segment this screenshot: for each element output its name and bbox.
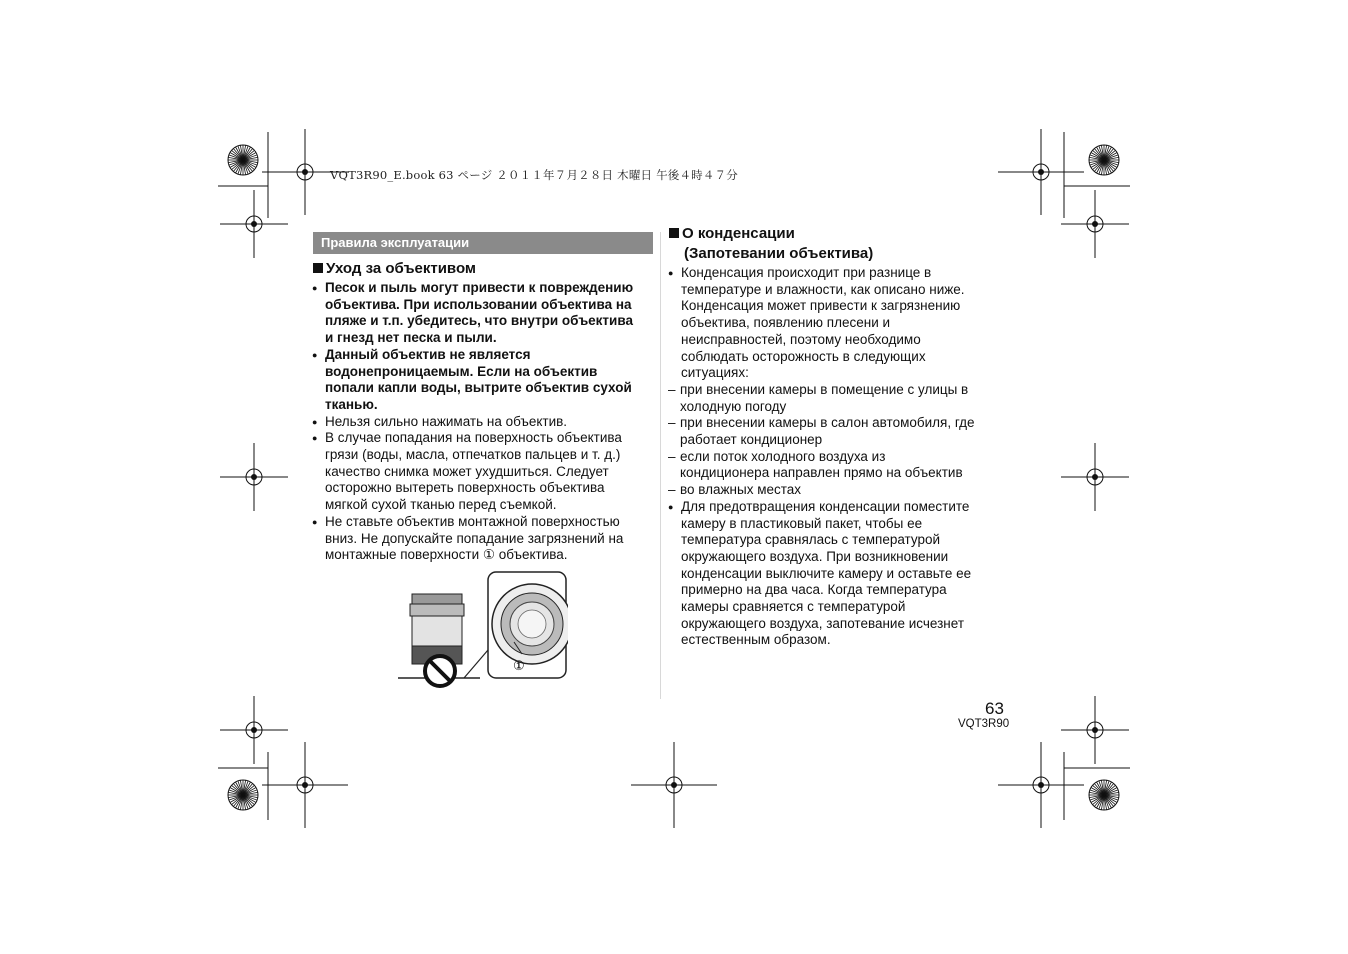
lens-care-heading: Уход за объективом: [313, 260, 476, 277]
crosshair-mark: [631, 742, 717, 828]
crosshair-mark: [262, 742, 348, 828]
condensation-subheading: (Запотевании объектива): [684, 245, 874, 262]
starburst-mark: [1089, 780, 1119, 810]
bullet-list-item: ● Песок и пыль могут привести к повреждению объектива. При использовании объектива на пляже и т.п. убедитесь, что внутри объектива и гнезд нет песка и пыли.: [312, 280, 657, 347]
print-header: VQT3R90_E.book 63 ページ ２０１１年７月２８日 木曜日 午後４時４７分: [330, 168, 738, 182]
starburst-mark: [1089, 145, 1119, 175]
crosshair-mark: [1061, 443, 1129, 511]
lens-illustration: [398, 570, 568, 690]
bullet-list-item: ● Конденсация происходит при разнице в температуре и влажности, как описано ниже. Конденсация может привести к загрязнению объектива, появлению плесени и неисправностей, поэтому необходимо соблюдать осторожность в следующих ситуациях:: [668, 265, 1013, 382]
bullet-list-item: ● Данный объектив не является водонепроницаемым. Если на объектив попали капли воды, вытрите объектив сухой тканью.: [312, 347, 657, 414]
square-bullet-icon: [669, 228, 679, 238]
dash-list-item: – при внесении камеры в помещение с улицы в холодную погоду: [668, 382, 1013, 415]
starburst-mark: [228, 780, 258, 810]
section-title-bar: [313, 232, 653, 254]
square-bullet-icon: [313, 263, 323, 273]
prohibited-icon: [425, 656, 455, 686]
condensation-heading: О конденсации: [669, 225, 795, 242]
lens-mount-closeup-icon: [488, 572, 568, 678]
crosshair-mark: [220, 696, 288, 764]
crosshair-mark: [220, 443, 288, 511]
section-title: Правила эксплуатации: [321, 235, 470, 250]
callout-label: ①: [513, 659, 525, 674]
dash-list-item: – во влажных местах: [668, 482, 1013, 499]
crosshair-mark: [1061, 190, 1129, 258]
document-code: VQT3R90: [958, 718, 1010, 730]
crosshair-mark: [1061, 696, 1129, 764]
page-number: 63: [985, 699, 1004, 718]
bullet-list-item: ● Нельзя сильно нажимать на объектив.: [312, 414, 657, 431]
lens-care-list: [312, 280, 657, 564]
dash-list-item: – при внесении камеры в салон автомобиля, где работает кондиционер: [668, 415, 1013, 448]
column-divider: [660, 232, 661, 699]
crosshair-mark: [998, 742, 1084, 828]
crosshair-mark: [998, 129, 1084, 215]
bullet-list-item: ● Не ставьте объектив монтажной поверхностью вниз. Не допускайте попадание загрязнений на монтажные поверхности ① объектива.: [312, 514, 657, 564]
condensation-list: [668, 265, 1013, 649]
starburst-mark: [228, 145, 258, 175]
crosshair-mark: [220, 190, 288, 258]
bullet-list-item: ● В случае попадания на поверхность объектива грязи (воды, масла, отпечатков пальцев и т. д.) качество снимка может ухудшиться. Следует осторожно вытереть поверхность объектива мягкой сухой тканью перед съемкой.: [312, 430, 657, 514]
dash-list-item: – если поток холодного воздуха из кондиционера направлен прямо на объектив: [668, 449, 1013, 482]
bullet-list-item: ● Для предотвращения конденсации поместите камеру в пластиковый пакет, чтобы ее температура сравнялась с температурой окружающего воздуха. При возникновении конденсации выключите камеру и оставьте ее примерно на два часа. Когда температура камеры сравняется с температурой окружающего воздуха, запотевание исчезнет естественным образом.: [668, 499, 1013, 649]
